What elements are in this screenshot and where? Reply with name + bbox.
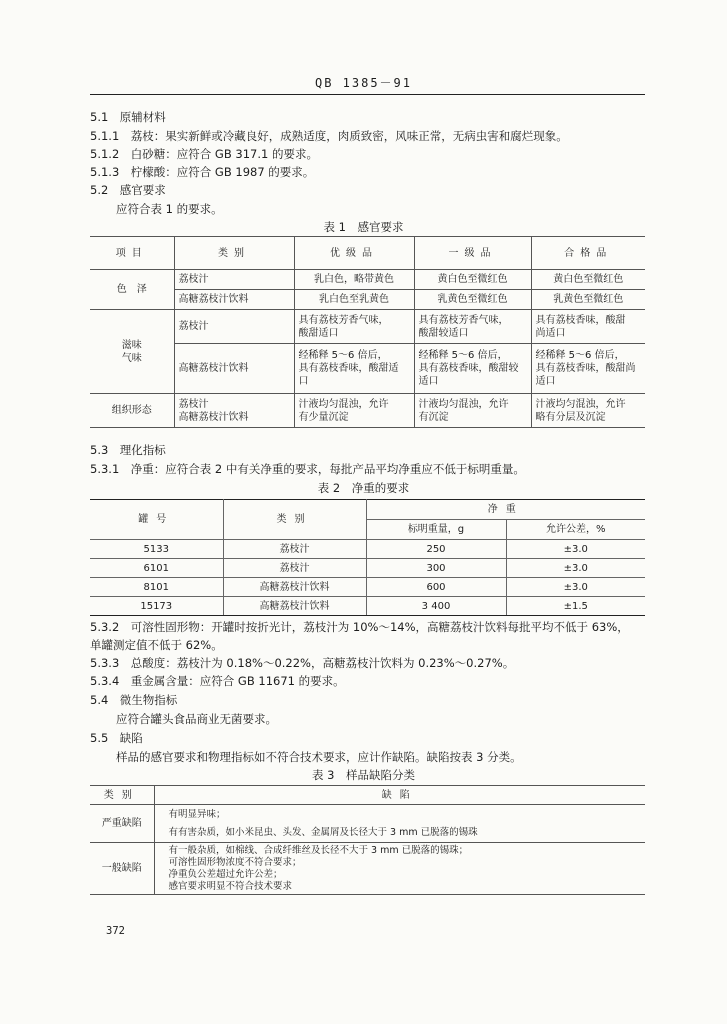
section-5-4: 5.4 微生物指标 xyxy=(90,693,178,707)
first-grade-cell: 具有荔枝芳香气味， 酸甜较适口 xyxy=(414,310,531,344)
header-cell: 标明重量，g xyxy=(366,520,506,540)
qualified-grade-cell: 乳黄色至微红色 xyxy=(531,290,645,310)
header-cell: 罐号 xyxy=(90,500,223,540)
table-header-row xyxy=(90,786,645,805)
defect-item: 可溶性固形物浓度不符合要求； xyxy=(168,856,302,868)
item-cell: 组织形态 xyxy=(90,394,174,428)
superior-grade-cell: 具有荔枝芳香气味， 酸甜适口 xyxy=(294,310,414,344)
can-number-cell: 6101 xyxy=(90,559,223,578)
defect-description-cell xyxy=(154,805,645,843)
category-cell: 荔枝汁 xyxy=(174,270,294,290)
table-row xyxy=(90,559,645,578)
page-number: 372 xyxy=(106,925,125,937)
table-row xyxy=(90,843,645,895)
table-3-caption: 表 3 样品缺陷分类 xyxy=(312,768,415,782)
table-row xyxy=(90,394,645,428)
labeled-weight-cell: 250 xyxy=(366,540,506,559)
table-row xyxy=(90,290,645,310)
header-cell: 类别 xyxy=(223,500,366,540)
defect-item: 有明显异味； xyxy=(168,808,226,820)
section-5-2-text: 应符合表 1 的要求。 xyxy=(116,202,223,216)
section-5-1: 5.1 原辅材料 xyxy=(90,110,166,124)
tolerance-cell: ±3.0 xyxy=(506,540,645,559)
tolerance-cell: ±3.0 xyxy=(506,559,645,578)
header-cell: 合格品 xyxy=(531,237,645,270)
superior-grade-cell: 乳白色，略带黄色 xyxy=(294,270,414,290)
defect-category-cell: 一般缺陷 xyxy=(90,843,154,895)
section-5-4-text: 应符合罐头食品商业无菌要求。 xyxy=(116,712,277,726)
item-cell: 滋味 气味 xyxy=(90,310,174,394)
section-5-5: 5.5 缺陷 xyxy=(90,731,143,745)
category-cell: 高糖荔枝汁饮料 xyxy=(223,578,366,597)
table-row xyxy=(90,344,645,394)
qualified-grade-cell: 黄白色至微红色 xyxy=(531,270,645,290)
can-number-cell: 15173 xyxy=(90,597,223,616)
table-header-row xyxy=(90,237,645,270)
category-cell: 荔枝汁 xyxy=(223,559,366,578)
qualified-grade-cell: 汁液均匀混浊，允许 略有分层及沉淀 xyxy=(531,394,645,428)
can-number-cell: 8101 xyxy=(90,578,223,597)
tolerance-cell: ±3.0 xyxy=(506,578,645,597)
table-1-caption: 表 1 感官要求 xyxy=(323,220,404,234)
table-row xyxy=(90,270,645,290)
header-cell: 类别 xyxy=(174,237,294,270)
section-5-5-text: 样品的感官要求和物理指标如不符合技术要求，应计作缺陷。缺陷按表 3 分类。 xyxy=(116,750,522,764)
table-row xyxy=(90,597,645,616)
can-number-cell: 5133 xyxy=(90,540,223,559)
header-cell: 净重 xyxy=(366,500,645,520)
table-row xyxy=(90,540,645,559)
defect-item: 有一般杂质，如棉线、合成纤维丝及长径不大于 3 mm 已脱落的锡珠； xyxy=(168,844,469,856)
labeled-weight-cell: 300 xyxy=(366,559,506,578)
section-5-3-4: 5.3.4 重金属含量：应符合 GB 11671 的要求。 xyxy=(90,674,345,688)
sensory-requirements-table xyxy=(90,236,645,428)
qualified-grade-cell: 具有荔枝香味，酸甜 尚适口 xyxy=(531,310,645,344)
section-5-3: 5.3 理化指标 xyxy=(90,443,166,457)
defect-item: 净重负公差超过允许公差； xyxy=(168,868,283,880)
defect-item: 感官要求明显不符合技术要求 xyxy=(168,880,293,892)
section-5-3-3: 5.3.3 总酸度：荔枝汁为 0.18%～0.22%，高糖荔枝汁饮料为 0.23%～0.27%。 xyxy=(90,656,515,670)
section-5-3-2: 5.3.2 可溶性固形物：开罐时按折光计，荔枝汁为 10%～14%，高糖荔枝汁饮料每批平均不低于 63%， xyxy=(90,620,629,634)
header-cell: 一级品 xyxy=(414,237,531,270)
first-grade-cell: 汁液均匀混浊，允许 有沉淀 xyxy=(414,394,531,428)
tolerance-cell: ±1.5 xyxy=(506,597,645,616)
labeled-weight-cell: 600 xyxy=(366,578,506,597)
net-weight-table xyxy=(90,499,645,616)
qualified-grade-cell: 经稀释 5～6 倍后， 具有荔枝香味，酸甜尚 适口 xyxy=(531,344,645,394)
table-row xyxy=(90,805,645,843)
header-cell: 缺陷 xyxy=(154,786,645,805)
superior-grade-cell: 经稀释 5～6 倍后， 具有荔枝香味，酸甜适 口 xyxy=(294,344,414,394)
table-2-caption: 表 2 净重的要求 xyxy=(317,481,410,495)
first-grade-cell: 经稀释 5～6 倍后， 具有荔枝香味，酸甜较 适口 xyxy=(414,344,531,394)
section-5-1-2: 5.1.2 白砂糖：应符合 GB 317.1 的要求。 xyxy=(90,147,318,161)
section-5-3-1: 5.3.1 净重：应符合表 2 中有关净重的要求，每批产品平均净重应不低于标明重量。 xyxy=(90,462,525,476)
category-cell: 荔枝汁 xyxy=(223,540,366,559)
table-header-row xyxy=(90,500,645,520)
superior-grade-cell: 汁液均匀混浊，允许 有少量沉淀 xyxy=(294,394,414,428)
category-cell: 高糖荔枝汁饮料 xyxy=(223,597,366,616)
header-cell: 项目 xyxy=(90,237,174,270)
section-5-3-2-continued: 单罐测定值不低于 62%。 xyxy=(90,638,223,652)
table-row xyxy=(90,578,645,597)
category-cell: 高糖荔枝汁饮料 xyxy=(174,344,294,394)
item-cell: 色 泽 xyxy=(90,270,174,310)
header-cell: 允许公差，% xyxy=(506,520,645,540)
section-5-1-3: 5.1.3 柠檬酸：应符合 GB 1987 的要求。 xyxy=(90,165,315,179)
defect-item: 有有害杂质，如小米昆虫、头发、金属屑及长径大于 3 mm 已脱落的锡珠 xyxy=(168,826,478,838)
category-cell: 荔枝汁 高糖荔枝汁饮料 xyxy=(174,394,294,428)
section-5-1-1: 5.1.1 荔枝：果实新鲜或冷藏良好，成熟适度，肉质致密，风味正常，无病虫害和腐烂现象。 xyxy=(90,129,568,143)
category-cell: 高糖荔枝汁饮料 xyxy=(174,290,294,310)
table-row xyxy=(90,310,645,344)
defect-classification-table xyxy=(90,785,645,895)
first-grade-cell: 乳黄色至微红色 xyxy=(414,290,531,310)
header-rule xyxy=(90,94,645,95)
header-cell: 类别 xyxy=(90,786,154,805)
superior-grade-cell: 乳白色至乳黄色 xyxy=(294,290,414,310)
category-cell: 荔枝汁 xyxy=(174,310,294,344)
labeled-weight-cell: 3 400 xyxy=(366,597,506,616)
defect-category-cell: 严重缺陷 xyxy=(90,805,154,843)
defect-description-cell xyxy=(154,843,645,895)
header-cell: 优级品 xyxy=(294,237,414,270)
standard-number-header: QB 1385－91 xyxy=(314,76,413,90)
section-5-2: 5.2 感官要求 xyxy=(90,183,166,197)
first-grade-cell: 黄白色至微红色 xyxy=(414,270,531,290)
